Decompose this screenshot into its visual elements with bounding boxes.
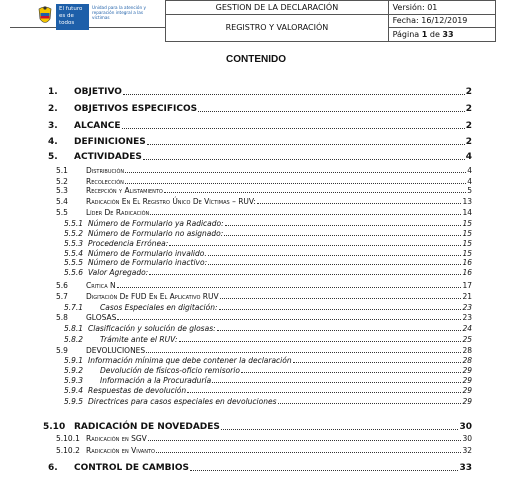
toc-label: Directrices para casos especiales en devoluciones bbox=[88, 397, 277, 406]
toc-page-number: 17 bbox=[462, 281, 472, 290]
contents-heading: CONTENIDO bbox=[226, 54, 286, 65]
toc-label: Valor Agregado: bbox=[88, 268, 149, 277]
toc-label: Líder De Radicación bbox=[86, 208, 150, 217]
toc-page-number: 25 bbox=[462, 335, 472, 344]
logo-text-line2: es de todos bbox=[59, 12, 75, 26]
toc-number: 5. bbox=[48, 152, 58, 162]
toc-number: 5.10.1 bbox=[56, 434, 80, 443]
toc-leader-dots bbox=[156, 452, 461, 453]
toc-entry[interactable] bbox=[48, 135, 472, 147]
toc-leader-dots bbox=[117, 319, 461, 320]
toc-page-number: 14 bbox=[462, 208, 472, 217]
toc-number: 1. bbox=[48, 87, 58, 97]
date-field: Fecha: 16/12/2019 bbox=[388, 14, 495, 28]
toc-page-number: 13 bbox=[462, 197, 472, 206]
toc-label: CONTROL DE CAMBIOS bbox=[74, 463, 189, 473]
toc-page-number: 15 bbox=[462, 239, 472, 248]
toc-entry[interactable] bbox=[43, 420, 472, 432]
toc-page-number: 16 bbox=[462, 268, 472, 277]
logo-cell bbox=[10, 1, 166, 28]
toc-page-number: 29 bbox=[462, 376, 472, 385]
toc-label: Respuestas de devolución bbox=[88, 386, 187, 395]
gobierno-logo bbox=[56, 4, 89, 30]
version-field: Versión: 01 bbox=[388, 1, 495, 15]
toc-leader-dots bbox=[212, 382, 461, 383]
toc-label: GLOSAS bbox=[86, 313, 117, 322]
toc-number: 5.4 bbox=[56, 197, 68, 206]
toc-leader-dots bbox=[208, 264, 461, 265]
toc-label: Número de Formulario ya Radicado: bbox=[88, 219, 224, 228]
toc-leader-dots bbox=[257, 203, 461, 204]
toc-leader-dots bbox=[278, 403, 461, 404]
toc-entry[interactable] bbox=[48, 461, 472, 473]
toc-label: Información a la Procuraduría bbox=[100, 376, 212, 385]
toc-page-number: 33 bbox=[459, 463, 472, 473]
process-title: GESTION DE LA DECLARACIÓN bbox=[166, 1, 388, 15]
toc-entry[interactable] bbox=[48, 385, 472, 395]
toc-leader-dots bbox=[147, 144, 465, 145]
page-field bbox=[388, 28, 495, 42]
toc-page-number: 2 bbox=[465, 137, 472, 147]
toc-page-number: 21 bbox=[462, 292, 472, 301]
toc-leader-dots bbox=[241, 372, 461, 373]
toc-label: Trámite ante el RUV: bbox=[100, 335, 178, 344]
toc-leader-dots bbox=[146, 352, 461, 353]
toc-number: 5.5.3 bbox=[64, 239, 84, 248]
toc-page-number: 29 bbox=[462, 397, 472, 406]
toc-leader-dots bbox=[217, 330, 461, 331]
toc-leader-dots bbox=[149, 274, 461, 275]
toc-label: Número de Formulario no asignado: bbox=[88, 229, 224, 238]
toc-number: 5.1 bbox=[56, 166, 68, 175]
toc-page-number: 30 bbox=[459, 422, 472, 432]
toc-label: ACTIVIDADES bbox=[74, 152, 142, 162]
subprocess-title: REGISTRO Y VALORACIÓN bbox=[166, 14, 388, 41]
toc-entry[interactable] bbox=[48, 345, 472, 355]
toc-leader-dots bbox=[225, 225, 461, 226]
toc-label: OBJETIVO bbox=[74, 87, 122, 97]
toc-leader-dots bbox=[125, 172, 466, 173]
toc-entry[interactable] bbox=[48, 196, 472, 206]
toc-entry[interactable] bbox=[48, 267, 472, 277]
toc-label: DEFINICIONES bbox=[74, 137, 146, 147]
toc-number: 4. bbox=[48, 137, 58, 147]
toc-entry[interactable] bbox=[48, 323, 472, 333]
toc-number: 5.9.1 bbox=[64, 356, 84, 365]
toc-page-number: 24 bbox=[462, 324, 472, 333]
colombia-crest-icon bbox=[37, 5, 53, 27]
toc-leader-dots bbox=[148, 440, 461, 441]
toc-entry[interactable] bbox=[48, 280, 472, 290]
page-number: 1 bbox=[421, 30, 428, 40]
toc-leader-dots bbox=[150, 214, 461, 215]
toc-label: Recepción y Alistamiento bbox=[86, 186, 163, 195]
toc-entry[interactable] bbox=[48, 375, 472, 385]
toc-page-number: 4 bbox=[465, 152, 472, 162]
toc-number: 5.3 bbox=[56, 186, 68, 195]
toc-entry[interactable] bbox=[48, 312, 472, 322]
toc-number: 5.5.4 bbox=[64, 249, 84, 258]
toc-page-number: 23 bbox=[462, 313, 472, 322]
toc-leader-dots bbox=[117, 287, 461, 288]
toc-entry[interactable] bbox=[48, 185, 472, 195]
toc-page-number: 29 bbox=[462, 386, 472, 395]
toc-entry[interactable] bbox=[48, 119, 472, 131]
toc-number: 5.9.2 bbox=[64, 366, 84, 375]
toc-entry[interactable] bbox=[48, 150, 472, 162]
toc-label: Radicación en Vivanto bbox=[86, 446, 155, 455]
toc-label: Número de Formulario inactivo: bbox=[88, 258, 208, 267]
toc-leader-dots bbox=[122, 128, 465, 129]
unidad-victimas-logo-text: Unidad para la atención y reparación integral a las víctimas bbox=[92, 4, 146, 20]
toc-number: 5.6 bbox=[56, 281, 68, 290]
toc-label: Radicación en SGV bbox=[86, 434, 147, 443]
toc-page-number: 30 bbox=[462, 434, 472, 443]
toc-label: Digitación De FUD En El Aplicativo RUV bbox=[86, 292, 219, 301]
toc-number: 6. bbox=[48, 463, 58, 473]
toc-number: 5.10 bbox=[43, 422, 66, 432]
toc-label: OBJETIVOS ESPECIFICOS bbox=[74, 104, 198, 114]
toc-entry[interactable] bbox=[48, 365, 472, 375]
toc-page-number: 15 bbox=[462, 219, 472, 228]
toc-page-number: 16 bbox=[462, 258, 472, 267]
toc-number: 3. bbox=[48, 121, 58, 131]
toc-leader-dots bbox=[224, 235, 461, 236]
toc-leader-dots bbox=[220, 298, 461, 299]
toc-leader-dots bbox=[208, 255, 461, 256]
toc-entry[interactable] bbox=[48, 445, 472, 455]
toc-page-number: 4 bbox=[467, 166, 472, 175]
toc-entry[interactable] bbox=[48, 334, 472, 344]
toc-page-number: 15 bbox=[462, 229, 472, 238]
toc-number: 5.8 bbox=[56, 313, 68, 322]
toc-leader-dots bbox=[143, 159, 465, 160]
toc-entry[interactable] bbox=[48, 85, 472, 97]
toc-entry[interactable] bbox=[48, 228, 472, 238]
toc-entry[interactable] bbox=[48, 102, 472, 114]
toc-leader-dots bbox=[187, 392, 461, 393]
toc-label: Información mínima que debe contener la declaración bbox=[88, 356, 292, 365]
toc-number: 5.5.6 bbox=[64, 268, 84, 277]
toc-label: Procedencia Errónea: bbox=[88, 239, 169, 248]
toc-page-number: 28 bbox=[462, 356, 472, 365]
page-of: de bbox=[427, 30, 443, 40]
toc-label: Clasificación y solución de glosas: bbox=[88, 324, 216, 333]
toc-label: Distribución bbox=[86, 166, 125, 175]
toc-page-number: 29 bbox=[462, 366, 472, 375]
toc-number: 5.2 bbox=[56, 177, 68, 186]
toc-number: 5.10.2 bbox=[56, 446, 80, 455]
toc-page-number: 23 bbox=[462, 303, 472, 312]
toc-leader-dots bbox=[169, 245, 461, 246]
toc-label: Devolución de físicos-oficio remisorio bbox=[100, 366, 240, 375]
toc-leader-dots bbox=[293, 362, 461, 363]
toc-entry[interactable] bbox=[48, 218, 472, 228]
toc-label: RADICACIÓN DE NOVEDADES bbox=[74, 422, 220, 432]
toc-page-number: 32 bbox=[462, 446, 472, 455]
toc-number: 5.5.5 bbox=[64, 258, 84, 267]
toc-number: 5.8.2 bbox=[64, 335, 84, 344]
toc-number: 5.9.5 bbox=[64, 397, 84, 406]
toc-number: 2. bbox=[48, 104, 58, 114]
toc-label: ALCANCE bbox=[74, 121, 121, 131]
toc-leader-dots bbox=[123, 94, 465, 95]
toc-entry[interactable] bbox=[48, 396, 472, 406]
toc-entry[interactable] bbox=[48, 433, 472, 443]
toc-page-number: 2 bbox=[465, 121, 472, 131]
toc-entry[interactable] bbox=[48, 207, 472, 217]
toc-leader-dots bbox=[221, 429, 458, 430]
toc-leader-dots bbox=[125, 183, 466, 184]
toc-leader-dots bbox=[164, 192, 466, 193]
toc-page-number: 2 bbox=[465, 104, 472, 114]
toc-leader-dots bbox=[219, 309, 461, 310]
page-total: 33 bbox=[442, 30, 454, 40]
toc-label: Radicación En El Registro Único De Víctimas – RUV: bbox=[86, 197, 256, 206]
toc-entry[interactable] bbox=[48, 165, 472, 175]
logo-text-line1: El futuro bbox=[59, 5, 83, 12]
toc-label: Casos Especiales en digitación: bbox=[100, 303, 218, 312]
toc-number: 5.5.2 bbox=[64, 229, 84, 238]
toc-label: Recolección bbox=[86, 177, 124, 186]
toc-number: 5.5 bbox=[56, 208, 68, 217]
toc-leader-dots bbox=[198, 111, 465, 112]
toc-leader-dots bbox=[190, 470, 458, 471]
toc-leader-dots bbox=[179, 341, 461, 342]
toc-label: Critica N bbox=[86, 281, 116, 290]
toc-page-number: 5 bbox=[467, 186, 472, 195]
toc-number: 5.5.1 bbox=[64, 219, 84, 228]
toc-entry[interactable] bbox=[48, 257, 472, 267]
toc-page-number: 2 bbox=[465, 87, 472, 97]
page-prefix: Página bbox=[392, 30, 422, 40]
toc-entry[interactable] bbox=[48, 291, 472, 301]
toc-page-number: 4 bbox=[467, 177, 472, 186]
toc-page-number: 15 bbox=[462, 249, 472, 258]
toc-label: DEVOLUCIONES bbox=[86, 346, 146, 355]
toc-label: Número de Formulario invalido. bbox=[88, 249, 207, 258]
toc-number: 5.7 bbox=[56, 292, 68, 301]
toc-number: 5.8.1 bbox=[64, 324, 84, 333]
toc-number: 5.9 bbox=[56, 346, 68, 355]
document-header bbox=[10, 0, 496, 42]
toc-entry[interactable] bbox=[48, 355, 472, 365]
toc-number: 5.9.4 bbox=[64, 386, 84, 395]
toc-number: 5.7.1 bbox=[64, 303, 84, 312]
toc-page-number: 28 bbox=[462, 346, 472, 355]
toc-entry[interactable] bbox=[48, 238, 472, 248]
toc-number: 5.9.3 bbox=[64, 376, 84, 385]
toc-entry[interactable] bbox=[48, 302, 472, 312]
